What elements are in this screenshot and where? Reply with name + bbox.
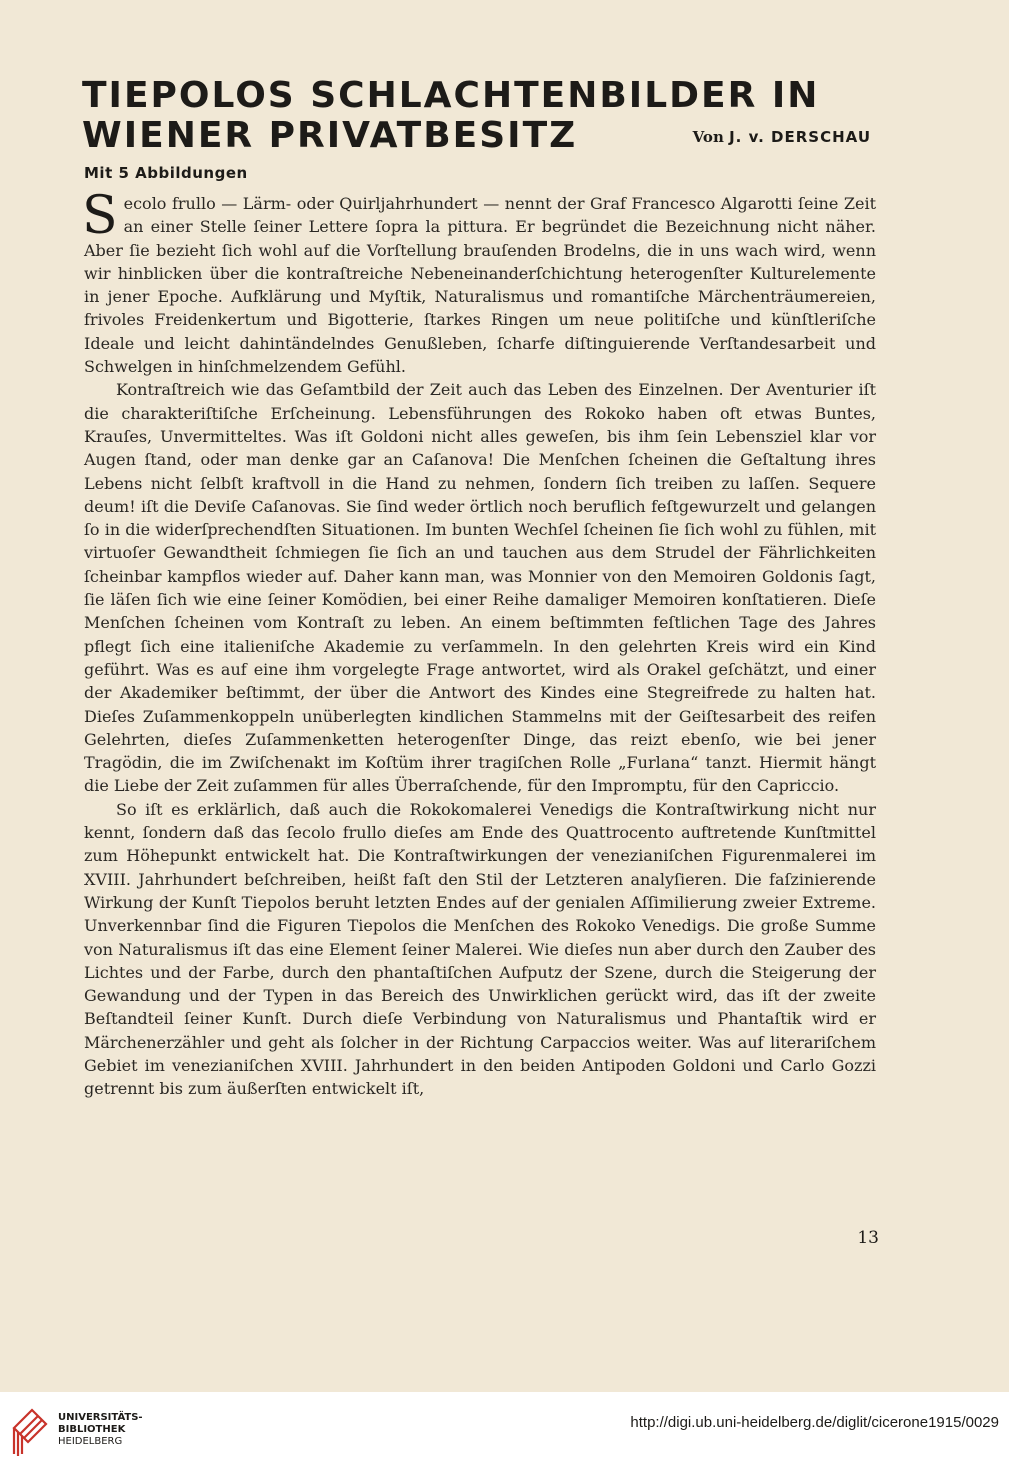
library-name [58, 1412, 143, 1448]
source-url-link[interactable]: http://digi.ub.uni-heidelberg.de/diglit/cicerone1915/0029 [630, 1414, 999, 1431]
library-line-1: UNIVERSITÄTS- [58, 1412, 143, 1423]
paragraph-3: So iſt es erklärlich, daß auch die Rokokomalerei Venedigs die Kontraſtwirkung nicht nur kennt, ſondern daß das ſecolo frullo dieſes am Ende des Quattrocento auftretende Kunſtmittel zum Höhepunkt entwickelt hat. Die Kontraſtwirkungen der venezianiſchen Figurenmalerei im XVIII. Jahrhundert beſchreiben, heißt faſt den Stil der Letzteren analyſieren. Die faſzinierende Wirkung der Kunſt Tiepolos beruht letzten Endes auf der genialen Aſſimilierung zweier Extreme. Unverkennbar ſind die Figuren Tiepolos die Menſchen des Rokoko Venedigs. Die große Summe von Naturalismus iſt das eine Element ſeiner Malerei. Wie dieſes nun aber durch den Zauber des Lichtes und der Farbe, durch den phantaſtiſchen Aufputz der Szene, durch die Steigerung der Gewandung und der Typen in das Bereich des Unwirklichen gerückt wird, das iſt der zweite Beſtandteil ſeiner Kunſt. Durch dieſe Verbindung von Naturalismus und Phantaſtik wird er Märchenerzähler und geht als ſolcher in der Richtung Carpaccios weiter. Was auf literariſchem Gebiet im venezianiſchen XVIII. Jahrhundert in den beiden Antipoden Goldoni und Carlo Gozzi getrennt bis zum äußerſten entwickelt iſt, [84, 799, 876, 1099]
article-body [82, 186, 876, 1101]
library-line-2: BIBLIOTHEK [58, 1424, 126, 1435]
paragraph-2: Kontraſtreich wie das Geſamtbild der Zeit auch das Leben des Einzelnen. Der Aventurier iſt die charakteriſtiſche Erſcheinung. Lebensführungen des Rokoko haben oft etwas Buntes, Krauſes, Unvermitteltes. Was iſt Goldoni nicht alles geweſen, bis ihm ſein Lebensziel klar vor Augen ſtand, oder man denke gar an Caſanova! Die Menſchen ſcheinen die Geſtaltung ihres Lebens nicht ſelbſt kraftvoll in die Hand zu nehmen, ſondern ſich treiben zu laſſen. Sequere deum! iſt die Deviſe Caſanovas. Sie ſind weder örtlich noch beruflich feſtgewurzelt und gelangen ſo in die widerſprechendſten Situationen. Im bunten Wechſel ſcheinen ſie ſich wohl zu fühlen, mit virtuoſer Gewandtheit ſchmiegen ſie ſich an und tauchen aus dem Strudel der Fährlichkeiten ſcheinbar kampflos wieder auf. Daher kann man, was Monnier von den Memoiren Goldonis ſagt, ſie läſen ſich wie eine ſeiner Komödien, bei einer Reihe damaliger Memoiren konſtatieren. Dieſe Menſchen ſcheinen vom Kontraſt zu leben. An einem beſtimmten feſtlichen Tage des Jahres pflegt ſich eine italieniſche Akademie zu verſammeln. In den gelehrten Kreis wird ein Kind geführt. Was es auf eine ihm vorgelegte Frage antwortet, wird als Orakel geſchätzt, und einer der Akademiker beſtimmt, der über die Antwort des Kindes eine Stegreifrede zu halten hat. Dieſes Zuſammenkoppeln unüberlegten kindlichen Stammelns mit der Geiſtesarbeit des reifen Gelehrten, dieſes Zuſammenketten heterogenſter Dinge, das reizt ebenſo, wie bei jener Tragödin, die im Zwiſchenakt im Koſtüm ihrer tragiſchen Rolle „Furlana“ tanzt. Hiermit hängt die Liebe der Zeit zuſammen für alles Überraſchende, für den Impromptu, für den Capriccio. [84, 380, 876, 796]
title-line-1: TIEPOLOS SCHLACHTENBILDER IN [82, 75, 820, 116]
drop-cap: S [82, 186, 118, 246]
title-line-2: WIENER PRIVATBESITZ [82, 115, 578, 156]
author-name: J. v. DERSCHAU [729, 128, 871, 146]
footer-bar [0, 1392, 1009, 1469]
paragraph-1 [82, 186, 876, 378]
paragraph-1-text: ecolo frullo — Lärm- oder Quirljahrhundert — nennt der Graf Francesco Algarotti ſeine Zeit an einer Stelle ſeiner Lettere ſopra la pittura. Er begründet die Bezeichnung nicht näher. Aber ſie bezieht ſich wohl auf die Vorſtellung brauſenden Brodelns, die in uns wach wird, wenn wir hinblicken über die kontraſtreiche Nebeneinanderſchichtung heterogenſter Kulturelemente in jener Epoche. Aufklärung und Myſtik, Naturalismus und romantiſche Märchenträumereien, frivoles Freidenkertum und Bigotterie, ſtarkes Ringen um neue politiſche und künſtleriſche Ideale und leicht dahintändelndes Genußleben, ſcharfe diſtinguierende Verſtandesarbeit und Schwelgen in hinſchmelzendem Gefühl. [84, 194, 876, 377]
subtitle: Mit 5 Abbildungen [84, 164, 248, 182]
university-library-logo-icon [10, 1406, 50, 1458]
page-number: 13 [857, 1228, 879, 1248]
byline [693, 128, 871, 146]
byline-prefix: Von [692, 128, 730, 146]
library-line-3: HEIDELBERG [58, 1436, 123, 1447]
